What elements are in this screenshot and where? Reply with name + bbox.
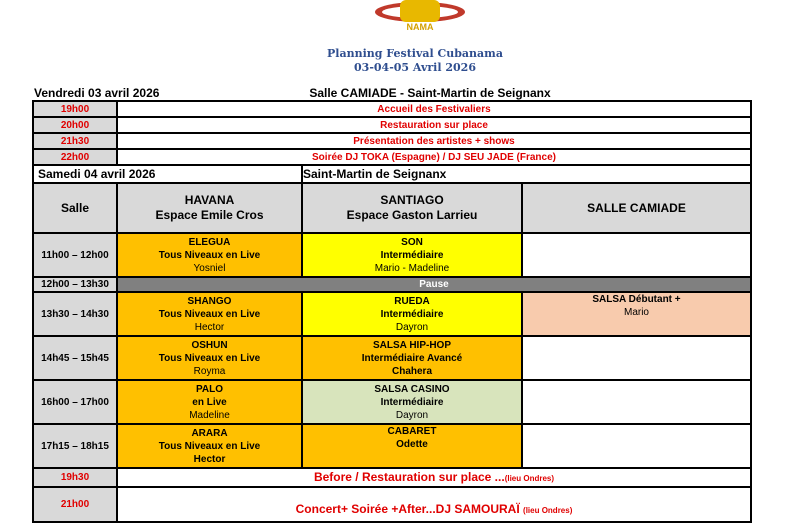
teacher: Dayron	[395, 409, 429, 421]
schedule-table	[32, 100, 752, 523]
teacher: Chahera	[391, 365, 432, 377]
dance: PALO	[195, 383, 224, 395]
event-place: (lieu Ondres)	[523, 506, 573, 515]
dance: SALSA CASINO	[374, 383, 450, 395]
event-cell: Soirée DJ TOKA (Espagne) / DJ SEU JADE (France)	[117, 149, 751, 165]
table-row	[33, 380, 751, 424]
camiade-cell	[522, 336, 751, 380]
havana-cell	[117, 380, 302, 424]
saturday-header-row	[33, 165, 751, 183]
havana-cell	[117, 233, 302, 277]
event-cell: Accueil des Festivaliers	[117, 101, 751, 117]
friday-date: Vendredi 03 avril 2026	[34, 86, 160, 100]
dance: RUEDA	[394, 295, 430, 307]
event-cell	[117, 487, 751, 522]
header-havana	[117, 183, 302, 233]
level: Intermédiaire	[380, 308, 444, 320]
dance: SHANGO	[187, 295, 232, 307]
document-title: Planning Festival Cubanama	[327, 47, 503, 60]
camiade-cell	[522, 233, 751, 277]
friday-venue: Salle CAMIADE - Saint-Martin de Seignanx	[309, 86, 551, 100]
havana-label: HAVANA	[184, 193, 235, 207]
teacher: Dayron	[395, 321, 429, 333]
teacher: Madeline	[189, 409, 230, 421]
level: Tous Niveaux en Live	[158, 440, 261, 452]
time-cell: 11h00 – 12h00	[33, 233, 117, 277]
event-text: Before / Restauration sur place ...	[313, 469, 505, 484]
time-cell: 21h00	[33, 487, 117, 522]
table-row	[33, 233, 751, 277]
santiago-cell	[302, 380, 522, 424]
level: en Live	[192, 396, 227, 408]
teacher: Hector	[194, 321, 225, 333]
dance: ELEGUA	[188, 236, 231, 248]
camiade-cell	[522, 380, 751, 424]
teacher: Royma	[193, 365, 226, 377]
time-cell: 19h00	[33, 101, 117, 117]
saturday-date: Samedi 04 avril 2026	[33, 165, 302, 183]
havana-cell	[117, 336, 302, 380]
time-cell: 13h30 – 14h30	[33, 292, 117, 336]
santiago-cell	[302, 233, 522, 277]
time-cell: 20h00	[33, 117, 117, 133]
level: Intermédiaire Avancé	[361, 352, 463, 364]
table-row	[33, 487, 751, 522]
dance: SON	[401, 236, 423, 248]
table-row	[33, 292, 751, 336]
dance: ARARA	[191, 427, 228, 439]
level: Intermédiaire	[380, 249, 444, 261]
santiago-sub: Espace Gaston Larrieu	[346, 208, 478, 222]
table-row	[33, 149, 751, 165]
havana-cell	[117, 424, 302, 468]
festival-logo	[370, 0, 470, 32]
teacher: Odette	[396, 439, 428, 450]
dance: OSHUN	[191, 339, 228, 351]
level: Intermédiaire	[380, 396, 444, 408]
teacher: Mario	[623, 307, 649, 318]
camiade-cell	[522, 424, 751, 468]
level: Tous Niveaux en Live	[158, 308, 261, 320]
teacher: Hector	[193, 453, 226, 465]
time-cell: 19h30	[33, 468, 117, 487]
time-cell: 17h15 – 18h15	[33, 424, 117, 468]
column-header-row	[33, 183, 751, 233]
dance: CABARET	[387, 426, 437, 437]
pause-cell: Pause	[117, 277, 751, 292]
svg-text:NAMA: NAMA	[406, 22, 434, 32]
time-cell: 21h30	[33, 133, 117, 149]
event-cell: Présentation des artistes + shows	[117, 133, 751, 149]
header-santiago	[302, 183, 522, 233]
dance: SALSA Débutant +	[592, 294, 681, 305]
saturday-venue: Saint-Martin de Seignanx	[302, 165, 751, 183]
level: Tous Niveaux en Live	[158, 249, 261, 261]
time-cell: 12h00 – 13h30	[33, 277, 117, 292]
santiago-cell	[302, 336, 522, 380]
table-row	[33, 336, 751, 380]
santiago-label: SANTIAGO	[380, 193, 444, 207]
santiago-cell	[302, 424, 522, 468]
table-row	[33, 101, 751, 117]
teacher: Yosniel	[193, 262, 226, 274]
table-row	[33, 133, 751, 149]
level: Tous Niveaux en Live	[158, 352, 261, 364]
time-cell: 16h00 – 17h00	[33, 380, 117, 424]
teacher: Mario - Madeline	[374, 262, 450, 274]
camiade-cell	[522, 292, 751, 336]
header-salle: Salle	[33, 183, 117, 233]
event-place: (lieu Ondres)	[504, 473, 555, 483]
time-cell: 22h00	[33, 149, 117, 165]
table-row	[33, 424, 751, 468]
table-row	[33, 277, 751, 292]
table-row	[33, 468, 751, 487]
event-cell	[117, 468, 751, 487]
time-cell: 14h45 – 15h45	[33, 336, 117, 380]
dance: SALSA HIP-HOP	[373, 339, 451, 351]
document-dates: 03-04-05 Avril 2026	[354, 61, 476, 74]
havana-sub: Espace Emile Cros	[155, 208, 264, 222]
santiago-cell	[302, 292, 522, 336]
event-cell: Restauration sur place	[117, 117, 751, 133]
header-camiade: SALLE CAMIADE	[522, 183, 751, 233]
havana-cell	[117, 292, 302, 336]
table-row	[33, 117, 751, 133]
event-text: Concert+ Soirée +After...DJ SAMOURAÏ	[295, 502, 520, 516]
